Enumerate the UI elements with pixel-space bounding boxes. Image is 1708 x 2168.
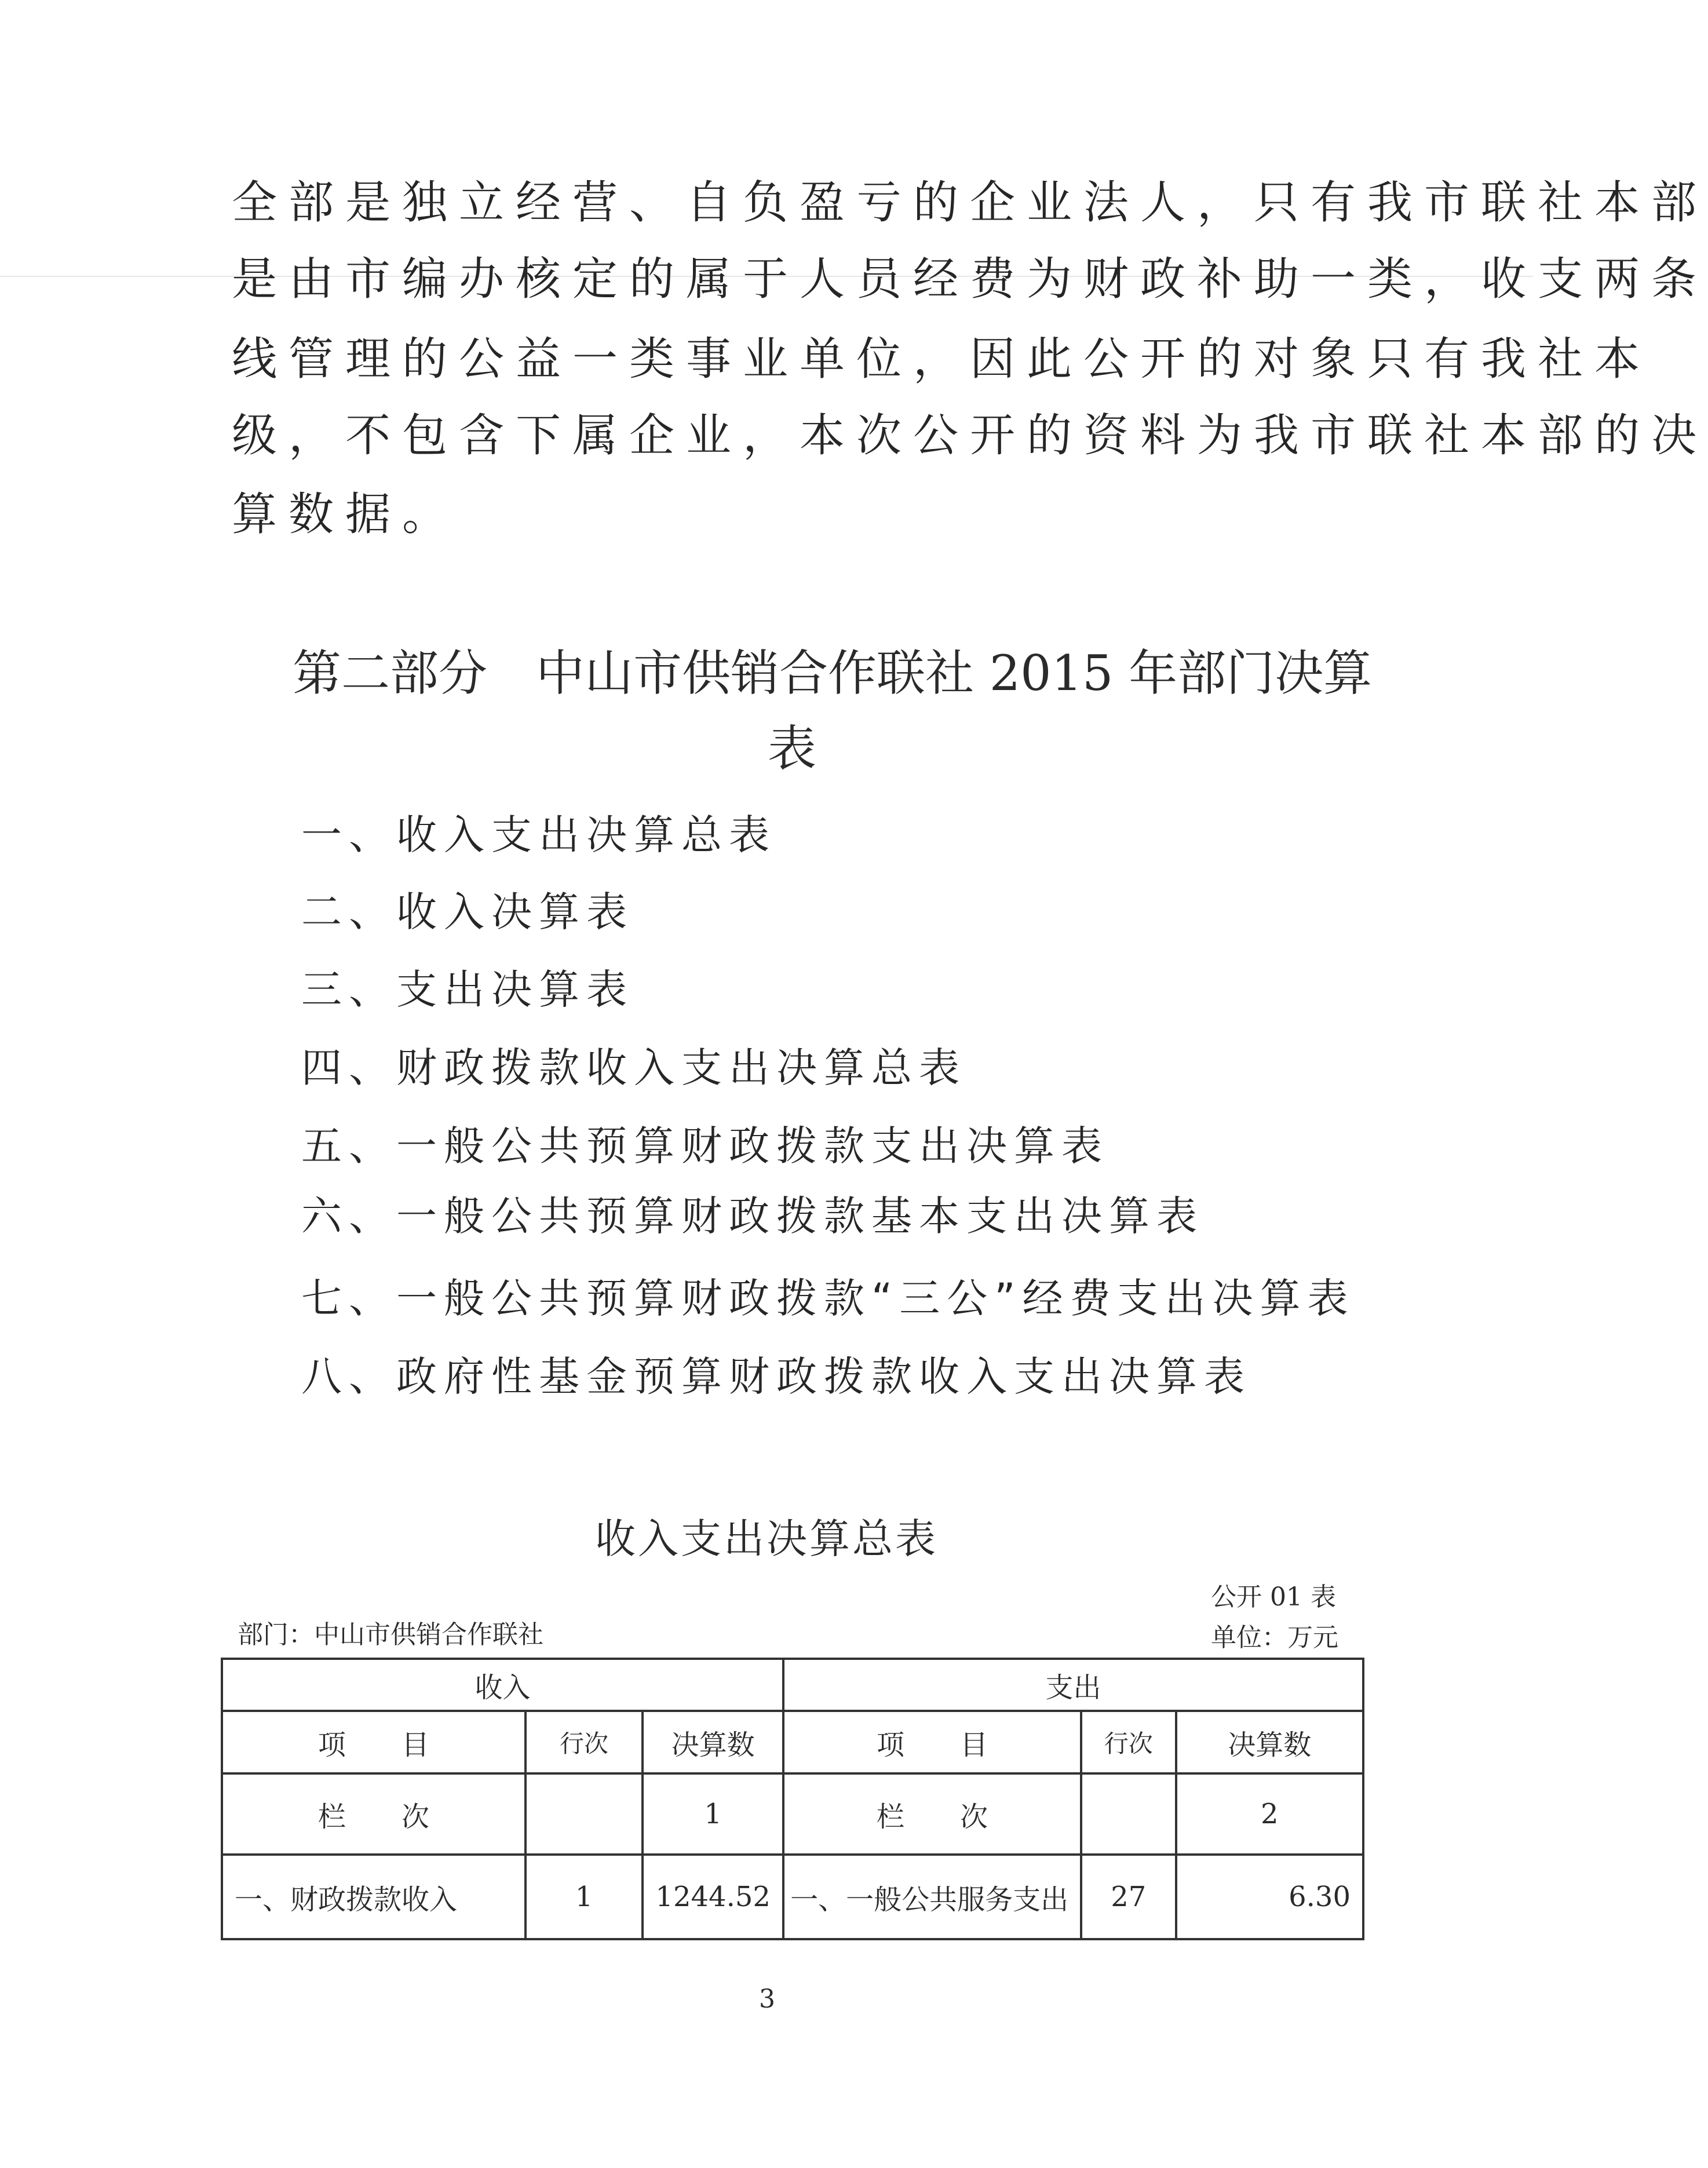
income-item: 一、财政拨款收入 bbox=[222, 1855, 525, 1939]
list-item: 四、财政拨款收入支出决算总表 bbox=[301, 1044, 966, 1092]
list-item: 二、收入决算表 bbox=[301, 888, 634, 936]
table-header-row bbox=[222, 1659, 1363, 1711]
page-number: 3 bbox=[759, 1984, 775, 2014]
column-index-row bbox=[222, 1773, 1363, 1855]
expense-row-no: 27 bbox=[1081, 1855, 1176, 1939]
expense-amount-header: 决算数 bbox=[1176, 1711, 1363, 1773]
expense-column-index-label: 栏 次 bbox=[783, 1773, 1081, 1855]
table-title: 收入支出决算总表 bbox=[595, 1515, 938, 1563]
paragraph-line: 线管理的公益一类事业单位，因此公开的对象只有我社本 bbox=[232, 333, 1652, 385]
income-column-index-label: 栏 次 bbox=[222, 1773, 525, 1855]
form-number: 公开 01 表 bbox=[1211, 1582, 1336, 1612]
expense-row-no-header: 行次 bbox=[1081, 1711, 1176, 1773]
income-row-no: 1 bbox=[525, 1855, 643, 1939]
section-heading: 第二部分 中山市供销合作联社 2015 年部门决算 bbox=[293, 645, 1373, 702]
income-amount-header: 决算数 bbox=[643, 1711, 783, 1773]
income-row-no-empty bbox=[525, 1773, 643, 1855]
paragraph-line: 全部是独立经营、自负盈亏的企业法人，只有我市联社本部 bbox=[232, 177, 1708, 229]
paragraph-line: 算数据。 bbox=[232, 488, 459, 541]
income-amount: 1244.52 bbox=[643, 1855, 783, 1939]
column-header-row bbox=[222, 1711, 1363, 1773]
income-item-header: 项 目 bbox=[222, 1711, 525, 1773]
list-item: 六、一般公共预算财政拨款基本支出决算表 bbox=[301, 1192, 1204, 1240]
income-expense-summary-table bbox=[221, 1658, 1364, 1940]
expense-column-index: 2 bbox=[1176, 1773, 1363, 1855]
paragraph-line: 是由市编办核定的属于人员经费为财政补助一类，收支两条 bbox=[232, 253, 1708, 305]
paragraph-line: 级，不包含下属企业，本次公开的资料为我市联社本部的决 bbox=[232, 410, 1708, 462]
unit-label: 单位：万元 bbox=[1211, 1623, 1338, 1652]
expense-header: 支出 bbox=[783, 1659, 1363, 1711]
table-row bbox=[222, 1855, 1363, 1939]
list-item: 一、收入支出决算总表 bbox=[301, 811, 776, 859]
income-row-no-header: 行次 bbox=[525, 1711, 643, 1773]
list-item: 八、政府性基金预算财政拨款收入支出决算表 bbox=[301, 1353, 1251, 1400]
list-item: 三、支出决算表 bbox=[301, 966, 634, 1013]
income-column-index: 1 bbox=[643, 1773, 783, 1855]
expense-row-no-empty bbox=[1081, 1773, 1176, 1855]
department-label: 部门：中山市供销合作联社 bbox=[238, 1620, 543, 1649]
expense-item: 一、一般公共服务支出 bbox=[783, 1855, 1081, 1939]
section-heading-continued: 表 bbox=[768, 720, 817, 777]
list-item: 七、一般公共预算财政拨款“三公”经费支出决算表 bbox=[301, 1275, 1355, 1322]
income-header: 收入 bbox=[222, 1659, 783, 1711]
list-item: 五、一般公共预算财政拨款支出决算表 bbox=[301, 1122, 1109, 1170]
expense-item-header: 项 目 bbox=[783, 1711, 1081, 1773]
expense-amount: 6.30 bbox=[1176, 1855, 1363, 1939]
